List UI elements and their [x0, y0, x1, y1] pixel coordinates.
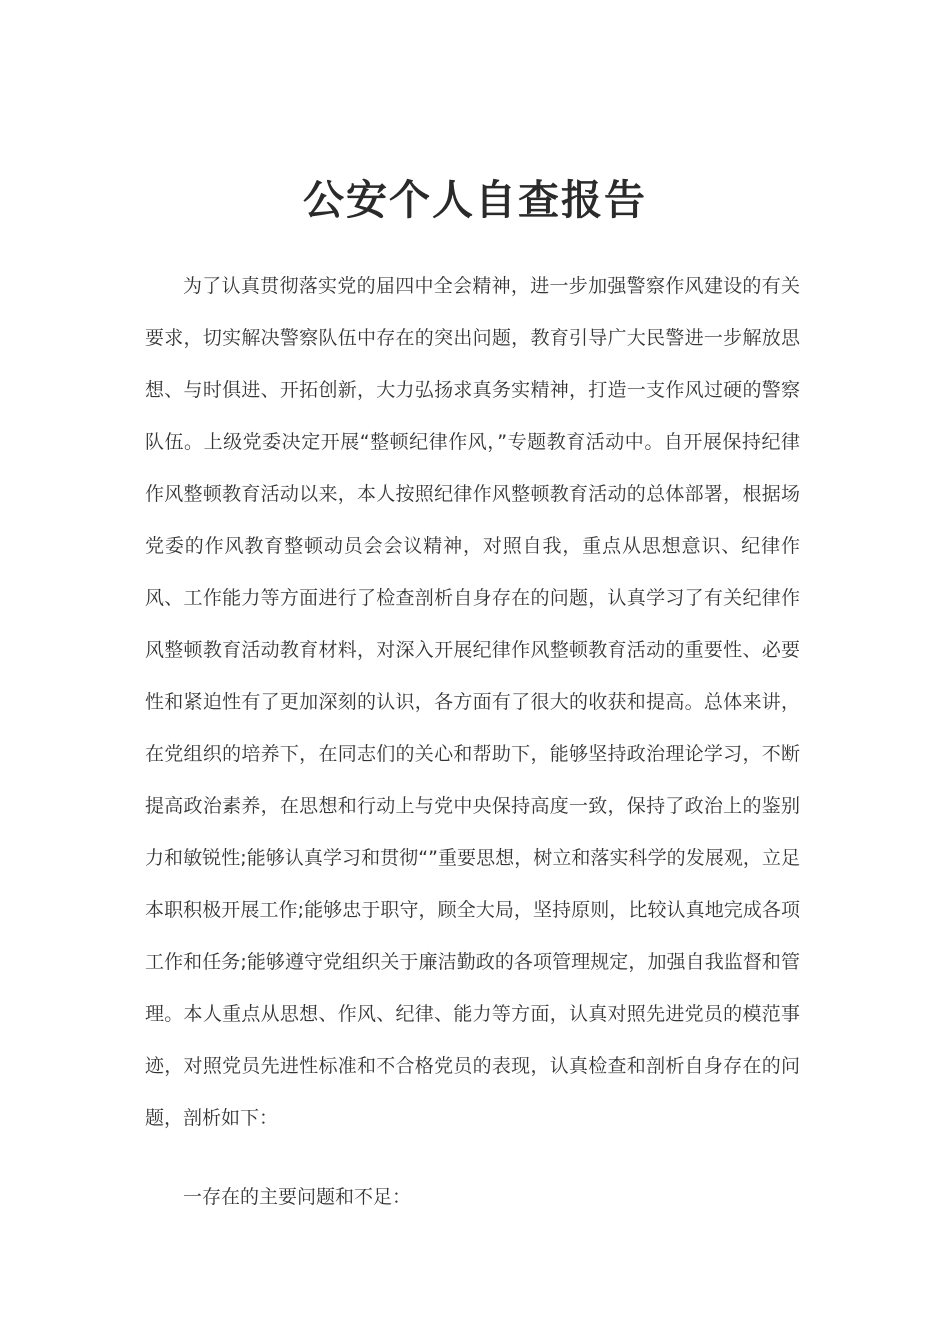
- page-title: 公安个人自查报告: [303, 176, 647, 224]
- body-paragraph: 为了认真贯彻落实党的届四中全会精神，进一步加强警察作风建设的有关要求，切实解决警察队伍中存在的突出问题，教育引导广大民警进一步解放思想、与时俱进、开拓创新，大力弘扬求真务实精神，打造一支作风过硬的警察队伍。上级党委决定开展“整顿纪律作风，”专题教育活动中。自开展保持纪律作风整顿教育活动以来，本人按照纪律作风整顿教育活动的总体部署，根据场党委的作风教育整顿动员会会议精神，对照自我，重点从思想意识、纪律作风、工作能力等方面进行了检查剖析自身存在的问题，认真学习了有关纪律作风整顿教育活动教育材料，对深入开展纪律作风整顿教育活动的重要性、必要性和紧迫性有了更加深刻的认识，各方面有了很大的收获和提高。总体来讲，在党组织的培养下，在同志们的关心和帮助下，能够坚持政治理论学习，不断提高政治素养，在思想和行动上与党中央保持高度一致，保持了政治上的鉴别力和敏锐性;能够认真学习和贯彻“”重要思想，树立和落实科学的发展观，立足本职积极开展工作;能够忠于职守，顾全大局，坚持原则，比较认真地完成各项工作和任务;能够遵守党组织关于廉洁勤政的各项管理规定，加强自我监督和管理。本人重点从思想、作风、纪律、能力等方面，认真对照先进党员的模范事迹，对照党员先进性标准和不合格党员的表现，认真检查和剖析自身存在的问题，剖析如下：: [145, 275, 800, 1129]
- section-heading: 一存在的主要问题和不足：: [183, 1186, 412, 1208]
